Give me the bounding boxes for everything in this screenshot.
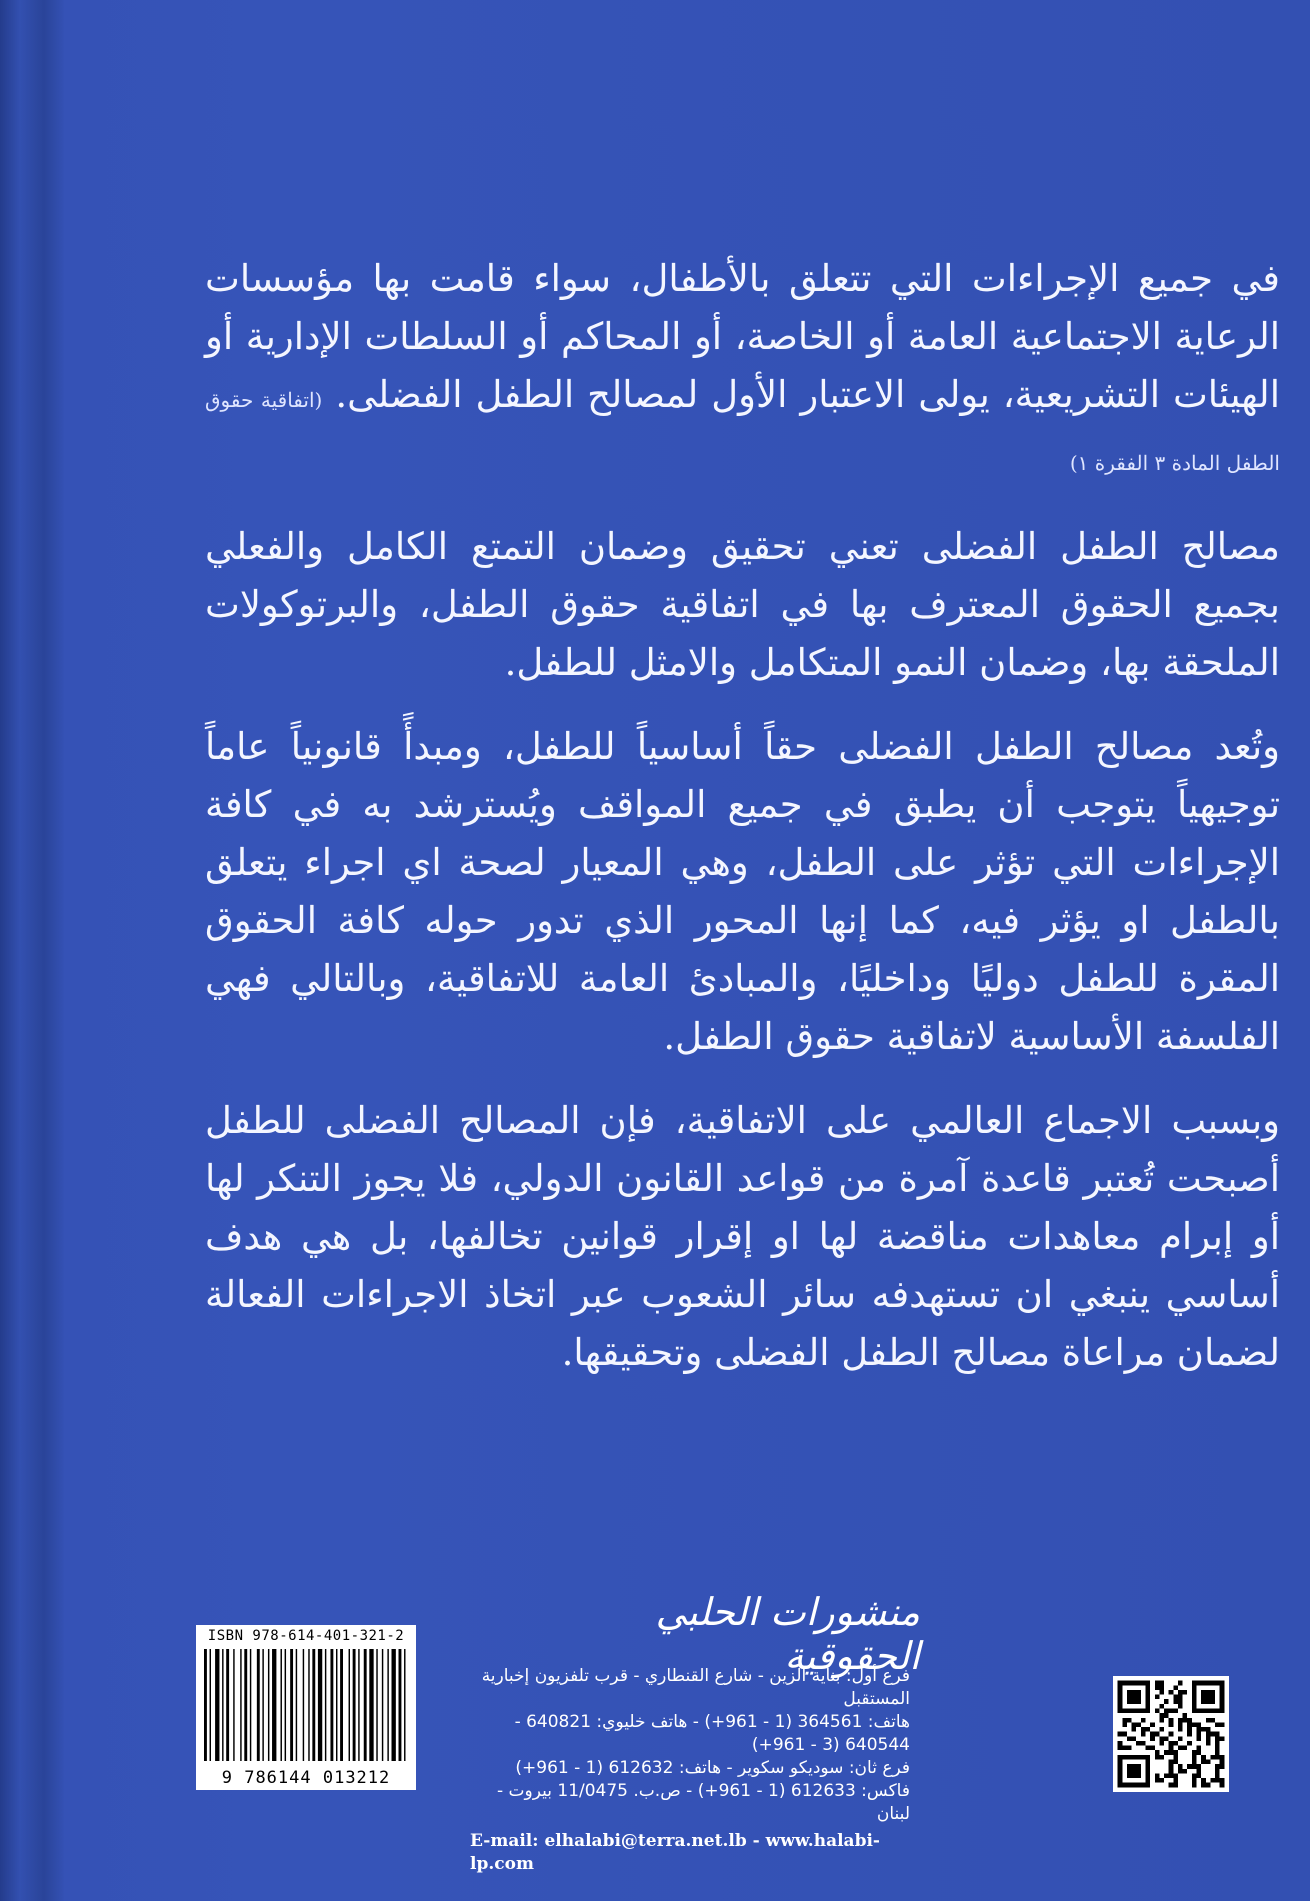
barcode-bar	[272, 1649, 276, 1761]
paragraph-4: وبسبب الاجماع العالمي على الاتفاقية، فإن المصالح الفضلى للطفل أصبحت تُعتبر قاعدة آمرة من قواعد القانون الدولي، فلا يجوز التنكر لها أو إبرام معاهدات مناقضة لها او إقرار قوانين تخالفها، بل هي هدف أساسي ينبغي ان تستهدفه سائر الشعوب عبر اتخاذ الاجراءات الفعالة لضمان مراعاة مصالح الطفل الفضلى وتحقيقها.	[205, 1099, 1280, 1374]
qr-module	[1159, 1741, 1164, 1746]
barcode-bar	[285, 1649, 286, 1761]
qr-module	[1169, 1760, 1174, 1765]
qr-module	[1127, 1718, 1132, 1723]
barcode-bar	[392, 1649, 396, 1761]
qr-finder	[1127, 1764, 1141, 1778]
qr-module	[1210, 1755, 1215, 1760]
qr-module	[1122, 1732, 1127, 1737]
qr-module	[1159, 1736, 1164, 1741]
qr-module	[1178, 1718, 1183, 1723]
qr-module	[1159, 1685, 1164, 1690]
qr-module	[1220, 1764, 1225, 1769]
qr-module	[1164, 1713, 1169, 1718]
qr-module	[1145, 1746, 1150, 1751]
barcode-bar	[268, 1649, 269, 1761]
qr-module	[1183, 1690, 1188, 1695]
qr-module	[1127, 1746, 1132, 1751]
qr-module	[1150, 1736, 1155, 1741]
qr-module	[1159, 1713, 1164, 1718]
qr-module	[1141, 1732, 1146, 1737]
qr-module	[1215, 1736, 1220, 1741]
qr-module	[1206, 1727, 1211, 1732]
qr-module	[1201, 1755, 1206, 1760]
qr-module	[1159, 1681, 1164, 1686]
qr-module	[1215, 1773, 1220, 1778]
barcode-bar	[222, 1649, 223, 1761]
qr-module	[1132, 1722, 1137, 1727]
qr-module	[1136, 1722, 1141, 1727]
qr-module	[1155, 1681, 1160, 1686]
barcode-bar	[244, 1649, 247, 1761]
qr-module	[1155, 1695, 1160, 1700]
barcode-bar	[364, 1649, 367, 1761]
qr-module	[1169, 1764, 1174, 1769]
qr-module	[1145, 1727, 1150, 1732]
qr-module	[1173, 1741, 1178, 1746]
barcode-bar	[250, 1649, 251, 1761]
qr-module	[1164, 1699, 1169, 1704]
barcode-bar	[336, 1649, 337, 1761]
qr-module	[1206, 1718, 1211, 1723]
qr-module	[1220, 1760, 1225, 1765]
qr-module	[1164, 1736, 1169, 1741]
isbn-label: ISBN 978-614-401-321-2	[207, 1628, 405, 1644]
qr-module	[1122, 1722, 1127, 1727]
publisher-contact	[470, 1665, 910, 1876]
qr-module	[1220, 1755, 1225, 1760]
qr-module	[1201, 1760, 1206, 1765]
qr-module	[1206, 1760, 1211, 1765]
qr-module	[1155, 1750, 1160, 1755]
qr-module	[1215, 1769, 1220, 1774]
qr-module	[1155, 1685, 1160, 1690]
qr-module	[1173, 1778, 1178, 1783]
paragraph-1	[205, 250, 1280, 492]
qr-module	[1178, 1690, 1183, 1695]
qr-module	[1206, 1732, 1211, 1737]
barcode-bar	[399, 1649, 402, 1761]
qr-module	[1155, 1732, 1160, 1737]
barcode-bar	[318, 1649, 322, 1761]
back-cover-text	[205, 250, 1280, 1408]
qr-module	[1169, 1783, 1174, 1788]
qr-module	[1164, 1773, 1169, 1778]
qr-module	[1178, 1764, 1183, 1769]
barcode-bar	[303, 1649, 304, 1761]
qr-module	[1173, 1708, 1178, 1713]
qr-module	[1150, 1732, 1155, 1737]
qr-module	[1159, 1718, 1164, 1723]
contact-line-3: فرع ثان: سوديكو سكوير - هاتف: 612632 (1 - 961+)	[515, 1758, 910, 1778]
barcode-bar	[290, 1649, 293, 1761]
qr-module	[1169, 1773, 1174, 1778]
qr-module	[1173, 1773, 1178, 1778]
contact-line-4: فاكس: 612633 (1 - 961+) - ص.ب. 11/0475 بيروت - لبنان	[496, 1781, 910, 1824]
barcode-bar	[215, 1649, 219, 1761]
qr-module	[1192, 1755, 1197, 1760]
qr-module	[1220, 1722, 1225, 1727]
qr-module	[1173, 1755, 1178, 1760]
barcode-bar	[308, 1649, 309, 1761]
barcode-bar	[358, 1649, 359, 1761]
barcode-bar	[376, 1649, 377, 1761]
qr-module	[1197, 1764, 1202, 1769]
qr-module	[1141, 1718, 1146, 1723]
qr-module	[1159, 1755, 1164, 1760]
barcode-number: 9 786144 013212	[221, 1768, 391, 1788]
qr-module	[1192, 1783, 1197, 1788]
qr-module	[1183, 1713, 1188, 1718]
qr-module	[1187, 1741, 1192, 1746]
qr-module	[1155, 1755, 1160, 1760]
qr-module	[1150, 1746, 1155, 1751]
qr-module	[1159, 1778, 1164, 1783]
qr-module	[1192, 1750, 1197, 1755]
citation: (اتفاقية حقوق الطفل المادة ٣ الفقرة ١)	[205, 388, 1280, 475]
book-spine	[0, 0, 64, 1901]
paragraph-2: مصالح الطفل الفضلى تعني تحقيق وضمان التمتع الكامل والفعلي بجميع الحقوق المعترف بها في اتفاقية حقوق الطفل، والبرتوكولات الملحقة بها، وضمان النمو المتكامل والامثل للطفل.	[205, 525, 1280, 684]
qr-module	[1192, 1778, 1197, 1783]
qr-module	[1206, 1736, 1211, 1741]
qr-module	[1132, 1736, 1137, 1741]
qr-module	[1215, 1750, 1220, 1755]
qr-module	[1118, 1746, 1123, 1751]
barcode-bar	[204, 1649, 207, 1761]
qr-module	[1122, 1746, 1127, 1751]
qr-module	[1197, 1773, 1202, 1778]
barcode-bar	[330, 1649, 333, 1761]
qr-module	[1197, 1732, 1202, 1737]
qr-module	[1183, 1718, 1188, 1723]
paragraph-3: وتُعد مصالح الطفل الفضلى حقاً أساسياً للطفل، ومبدأً قانونياً عاماً توجيهياً يتوجب أن يطبق في جميع المواقف ويُسترشد به في كافة الإجراءات التي تؤثر على الطفل، وهي المعيار لصحة اي اجراء يتعلق بالطفل او يؤثر فيه، كما إنها المحور الذي تدور حوله كافة الحقوق المقرة للطفل دوليًا وداخليًا، والمبادئ العامة للاتفاقية، وبالتالي فهي الفلسفة الأساسية لاتفاقية حقوق الطفل.	[205, 725, 1280, 1058]
barcode-bar	[262, 1649, 263, 1761]
qr-module	[1178, 1746, 1183, 1751]
qr-module	[1159, 1727, 1164, 1732]
qr-module	[1192, 1764, 1197, 1769]
qr-finder	[1127, 1690, 1141, 1704]
qr-module	[1220, 1778, 1225, 1783]
qr-module	[1187, 1727, 1192, 1732]
qr-module	[1215, 1741, 1220, 1746]
qr-module	[1132, 1727, 1137, 1732]
qr-module	[1173, 1750, 1178, 1755]
qr-module	[1206, 1741, 1211, 1746]
qr-module	[1197, 1746, 1202, 1751]
qr-module	[1159, 1690, 1164, 1695]
qr-module	[1192, 1773, 1197, 1778]
contact-line-1: فرع أول: بناية الزين - شارع القنطاري - قرب تلفزيون إخبارية المستقبل	[481, 1666, 910, 1709]
qr-module	[1141, 1727, 1146, 1732]
qr-module	[1169, 1769, 1174, 1774]
qr-module	[1197, 1736, 1202, 1741]
qr-module	[1197, 1769, 1202, 1774]
qr-module	[1178, 1727, 1183, 1732]
qr-module	[1206, 1783, 1211, 1788]
qr-module	[1215, 1722, 1220, 1727]
qr-module	[1136, 1741, 1141, 1746]
qr-module	[1220, 1783, 1225, 1788]
qr-module	[1141, 1741, 1146, 1746]
qr-module	[1187, 1732, 1192, 1737]
qr-module	[1178, 1681, 1183, 1686]
qr-module	[1155, 1778, 1160, 1783]
publisher-logo: منشورات الحلبي الحقوقية	[655, 1590, 920, 1678]
qr-module	[1183, 1746, 1188, 1751]
barcode-bar	[296, 1649, 297, 1761]
qr-module	[1178, 1722, 1183, 1727]
qr-module	[1215, 1764, 1220, 1769]
qr-module	[1173, 1760, 1178, 1765]
qr-module	[1178, 1704, 1183, 1709]
qr-module	[1164, 1708, 1169, 1713]
barcode-bar	[353, 1649, 356, 1761]
qr-module	[1169, 1746, 1174, 1751]
barcode-bar	[281, 1649, 282, 1761]
qr-module	[1201, 1727, 1206, 1732]
paragraph-1-text: في جميع الإجراءات التي تتعلق بالأطفال، سواء قامت بها مؤسسات الرعاية الاجتماعية العامة أو الخاصة، أو المحاكم أو السلطات الإدارية أو الهيئات التشريعية، يولى الاعتبار الأول لمصالح الطفل الفضلى.	[205, 257, 1280, 416]
barcode-bar	[226, 1649, 229, 1761]
qr-module	[1118, 1732, 1123, 1737]
qr-module	[1169, 1718, 1174, 1723]
qr-module	[1201, 1783, 1206, 1788]
qr-module	[1178, 1699, 1183, 1704]
qr-module	[1178, 1736, 1183, 1741]
qr-module	[1169, 1741, 1174, 1746]
qr-module	[1187, 1764, 1192, 1769]
qr-module	[1155, 1773, 1160, 1778]
barcode-bar	[240, 1649, 241, 1761]
barcode-bar	[382, 1649, 383, 1761]
barcode-bar	[210, 1649, 211, 1761]
qr-module	[1201, 1778, 1206, 1783]
barcode-bar	[369, 1649, 373, 1761]
qr-module	[1192, 1760, 1197, 1765]
qr-module	[1173, 1699, 1178, 1704]
isbn-barcode	[196, 1625, 416, 1790]
qr-module	[1215, 1746, 1220, 1751]
qr-module	[1122, 1718, 1127, 1723]
qr-module	[1197, 1750, 1202, 1755]
barcode-bar	[257, 1649, 260, 1761]
qr-module	[1169, 1722, 1174, 1727]
qr-module	[1164, 1750, 1169, 1755]
qr-module	[1178, 1695, 1183, 1700]
qr-module	[1197, 1727, 1202, 1732]
qr-module	[1173, 1783, 1178, 1788]
qr-code-icon	[1113, 1676, 1229, 1792]
qr-module	[1169, 1708, 1174, 1713]
barcode-bar	[340, 1649, 343, 1761]
qr-module	[1178, 1769, 1183, 1774]
qr-module	[1197, 1722, 1202, 1727]
qr-module	[1169, 1750, 1174, 1755]
barcode-bar	[404, 1649, 405, 1761]
qr-module	[1210, 1718, 1215, 1723]
qr-module	[1118, 1741, 1123, 1746]
qr-module	[1159, 1704, 1164, 1709]
qr-module	[1215, 1755, 1220, 1760]
qr-module	[1150, 1722, 1155, 1727]
email-website: E-mail: elhalabi@terra.net.lb - www.halabi-lp.com	[470, 1831, 880, 1874]
contact-line-2: هاتف: 364561 (1 - 961+) - هاتف خليوي: 640821 - 640544 (3 - 961+)	[514, 1712, 910, 1755]
barcode-bar	[387, 1649, 388, 1761]
qr-module	[1173, 1685, 1178, 1690]
barcode-bar	[349, 1649, 350, 1761]
qr-module	[1220, 1736, 1225, 1741]
qr-module	[1169, 1732, 1174, 1737]
barcode-bar	[233, 1649, 234, 1761]
qr-module	[1155, 1708, 1160, 1713]
qr-module	[1215, 1778, 1220, 1783]
qr-module	[1215, 1732, 1220, 1737]
qr-module	[1210, 1778, 1215, 1783]
qr-module	[1210, 1732, 1215, 1737]
barcode-bars	[204, 1649, 408, 1761]
qr-finder	[1201, 1690, 1215, 1704]
qr-module	[1192, 1722, 1197, 1727]
qr-module	[1169, 1690, 1174, 1695]
barcode-bar	[325, 1649, 326, 1761]
qr-module	[1183, 1769, 1188, 1774]
barcode-bar	[312, 1649, 315, 1761]
qr-module	[1187, 1718, 1192, 1723]
qr-module	[1127, 1736, 1132, 1741]
qr-module	[1187, 1722, 1192, 1727]
qr-module	[1173, 1695, 1178, 1700]
